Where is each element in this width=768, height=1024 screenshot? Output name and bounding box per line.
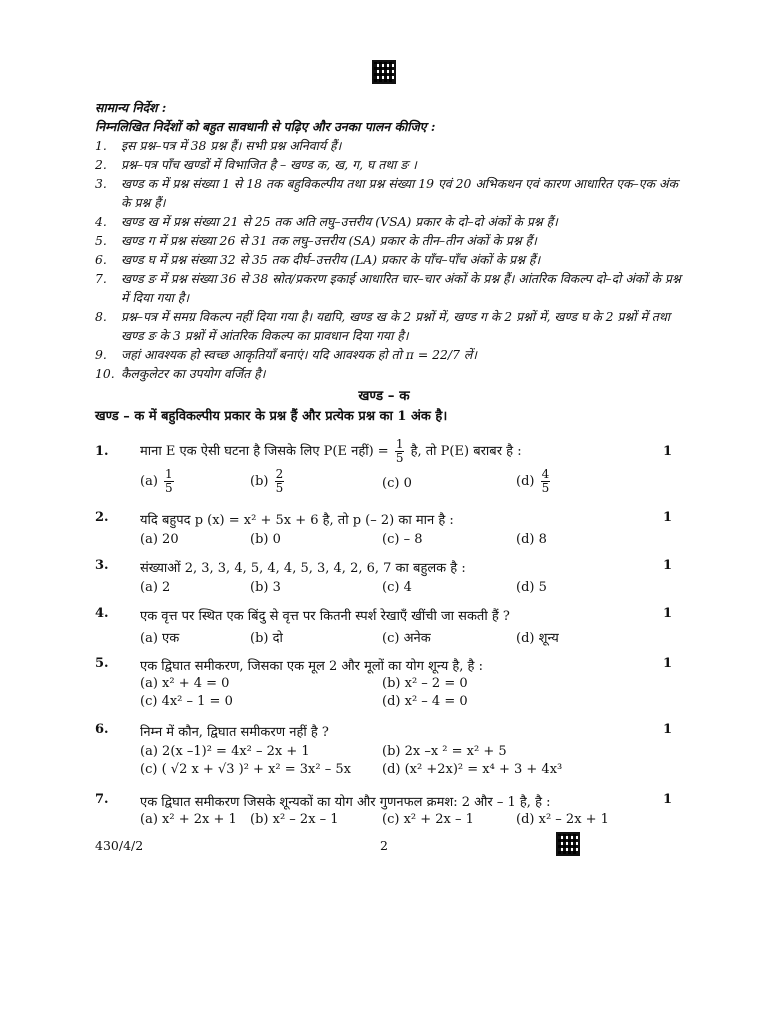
instruction-text: खण्ड घ में प्रश्न संख्या 32 से 35 तक दीर्घ–उत्तरीय (LA) प्रकार के पाँच–पाँच अंकों के प्रश्न हैं। [121,252,541,267]
option-label: (c) [382,476,400,491]
option-label: (d) [516,631,535,646]
question-number: 1. [95,444,109,459]
instruction-text: खण्ड ग में प्रश्न संख्या 26 से 31 तक लघु–उत्तरीय (SA) प्रकार के तीन–तीन अंकों के प्रश्न हैं। [121,233,537,248]
instruction-number: 7. [95,271,107,286]
option-text: 5 [538,580,547,595]
option-text: 2(x –1)² = 4x² – 2x + 1 [162,744,310,759]
question-4 [95,606,680,646]
option-text: एक [162,631,180,646]
instruction-number: 5. [95,233,107,248]
page-number: 2 [380,838,388,853]
option-c[interactable] [140,694,233,709]
question-number: 3. [95,558,109,573]
option-text: 2x –x ² = x² + 5 [404,744,507,759]
option-text: x² – 2x – 1 [272,812,339,827]
option-label: (d) [516,580,535,595]
option-d[interactable] [516,812,609,827]
question-text: एक वृत्त पर स्थित एक बिंदु से वृत्त पर कितनी स्पर्श रेखाएँ खींची जा सकती हैं ? [140,609,510,624]
instruction-text: कैलकुलेटर का उपयोग वर्जित है। [121,366,266,381]
instructions-heading: सामान्य निर्देश : [95,100,167,115]
question-text [140,438,640,465]
question-1 [95,437,680,504]
option-d[interactable] [382,694,468,709]
section-title: खण्ड – क [358,388,410,404]
qr-code-icon [372,60,396,84]
option-text: 0 [272,532,281,547]
instruction-number: 6. [95,252,107,267]
option-text: अनेक [403,631,431,646]
instruction-item [95,269,685,307]
option-label: (d) [382,762,401,777]
question-text: यदि बहुपद p (x) = x² + 5x + 6 है, तो p (– 2) का मान है : [140,513,454,528]
section-note: खण्ड – क में बहुविकल्पीय प्रकार के प्रश्न हैं और प्रत्येक प्रश्न का 1 अंक है। [95,409,448,424]
option-c[interactable] [140,762,351,777]
instruction-item [95,307,685,345]
option-text: 4x² – 1 = 0 [161,694,233,709]
option-text: – 8 [403,532,423,547]
question-6 [95,722,680,782]
instruction-text: खण्ड क में प्रश्न संख्या 1 से 18 तक बहुविकल्पीय तथा प्रश्न संख्या 19 एवं 20 अभिकथन एवं कारण आधारित एक–एक अंक के प्रश्न हैं। [121,176,678,210]
instruction-item [95,136,685,155]
paper-code: 430/4/2 [95,838,144,853]
option-b[interactable] [382,744,507,759]
question-number: 2. [95,510,109,525]
option-label: (b) [250,812,269,827]
option-d[interactable] [516,628,559,646]
instruction-item [95,250,685,269]
option-label: (b) [250,580,269,595]
instruction-text: खण्ड ख में प्रश्न संख्या 21 से 25 तक अति लघु–उत्तरीय (VSA) प्रकार के दो–दो अंकों के प्रश्न हैं। [121,214,558,229]
option-label: (c) [382,631,400,646]
option-b[interactable] [250,628,283,646]
fraction [541,468,551,495]
option-text: 0 [403,476,412,491]
option-d[interactable] [382,762,562,777]
option-label: (a) [140,532,158,547]
option-text: 2 [162,580,171,595]
option-label: (b) [250,631,269,646]
option-label: (c) [382,532,400,547]
question-3 [95,558,680,598]
option-a[interactable] [140,468,176,495]
instruction-text: प्रश्न–पत्र में समग्र विकल्प नहीं दिया गया है। यद्यपि, खण्ड ख के 2 प्रश्नों में, खण्ड ग के 2 प्रश्नों में, खण्ड घ के 2 प्रश्नों में तथा खण्ड ङ के 3 प्रश्नों में आंतरिक विकल्प का प्रावधान दिया गया है। [121,309,670,343]
option-label: (b) [382,676,401,691]
instructions-list [95,136,685,383]
option-text: दो [272,631,283,646]
instruction-number: 8. [95,309,107,324]
question-text: निम्न में कौन, द्विघात समीकरण नहीं है ? [140,725,329,740]
option-label: (a) [140,744,158,759]
option-label: (c) [140,762,158,777]
fraction-numerator: 1 [165,467,173,481]
option-text: x² + 4 = 0 [162,676,230,691]
option-a[interactable] [140,744,310,759]
option-a[interactable] [140,628,179,646]
option-label: (a) [140,631,158,646]
option-a[interactable] [140,676,229,691]
instruction-number: 1. [95,138,107,153]
option-c[interactable] [382,580,412,595]
option-label: (d) [516,532,535,547]
question-2 [95,510,680,550]
option-d[interactable] [516,580,547,595]
qr-code-icon [556,832,580,856]
option-label: (a) [140,474,158,489]
instruction-item [95,345,685,364]
option-d[interactable] [516,468,552,495]
instruction-number: 3. [95,176,107,191]
instruction-number: 4. [95,214,107,229]
question-number: 6. [95,722,109,737]
option-label: (a) [140,676,158,691]
fraction [395,438,405,465]
fraction-denominator: 5 [541,481,550,495]
option-text: x² + 2x + 1 [162,812,237,827]
option-text: 3 [272,580,281,595]
question-text-part: माना E एक ऐसी घटना है जिसके लिए P(E नहीं) = [140,444,389,459]
question-text: संख्याओं 2, 3, 3, 4, 5, 4, 4, 5, 3, 4, 2, 6, 7 का बहुलक है : [140,561,466,576]
option-label: (a) [140,580,158,595]
option-text: 4 [403,580,412,595]
option-d[interactable] [516,532,547,547]
fraction-denominator: 5 [275,481,284,495]
general-instructions [95,98,685,383]
question-number: 4. [95,606,109,621]
option-text: 8 [538,532,547,547]
option-c[interactable] [382,476,412,491]
option-b[interactable] [250,532,281,547]
option-label: (c) [382,580,400,595]
instruction-number: 9. [95,347,107,362]
question-number: 7. [95,792,109,807]
option-c[interactable] [382,628,431,646]
question-5 [95,656,680,716]
marks: 1 [662,606,672,621]
marks: 1 [662,444,672,459]
instruction-item [95,174,685,212]
marks: 1 [662,510,672,525]
option-a[interactable] [140,580,170,595]
instruction-number: 10. [95,366,115,381]
instruction-item [95,212,685,231]
instruction-number: 2. [95,157,107,172]
option-text: x² + 2x – 1 [403,812,474,827]
option-text: शून्य [538,631,559,646]
option-label: (c) [382,812,400,827]
marks: 1 [662,792,672,807]
question-7 [95,792,680,832]
option-b[interactable] [250,468,286,495]
instruction-item [95,364,685,383]
option-label: (b) [250,474,269,489]
option-label: (d) [516,474,535,489]
option-label: (b) [250,532,269,547]
option-a[interactable] [140,812,237,827]
option-text: ( √2 x + √3 )² + x² = 3x² – 5x [161,762,351,777]
option-label: (d) [382,694,401,709]
option-text: 20 [162,532,179,547]
question-text: एक द्विघात समीकरण जिसके शून्यकों का योग और गुणनफल क्रमश: 2 और – 1 है, है : [140,795,551,810]
fraction [275,468,285,495]
fraction-numerator: 1 [395,437,404,451]
option-text: x² – 2x + 1 [538,812,609,827]
option-a[interactable] [140,532,179,547]
fraction-denominator: 5 [165,481,173,495]
instruction-text: जहां आवश्यक हो स्वच्छ आकृतियाँ बनाएं। यदि आवश्यक हो तो π = 22/7 लें। [121,347,478,362]
option-label: (b) [382,744,401,759]
instruction-item [95,155,685,174]
option-text: (x² +2x)² = x⁴ + 3 + 4x³ [404,762,563,777]
option-label: (d) [516,812,535,827]
option-c[interactable] [382,532,422,547]
fraction-numerator: 4 [541,467,550,481]
marks: 1 [662,558,672,573]
instruction-item [95,231,685,250]
instruction-text: प्रश्न–पत्र पाँच खण्डों में विभाजित है – खण्ड क, ख, ग, घ तथा ङ । [121,157,417,172]
instruction-text: इस प्रश्न–पत्र में 38 प्रश्न हैं। सभी प्रश्न अनिवार्य हैं। [121,138,342,153]
option-text: x² – 4 = 0 [404,694,468,709]
marks: 1 [662,722,672,737]
instruction-text: खण्ड ङ में प्रश्न संख्या 36 से 38 स्रोत/प्रकरण इकाई आधारित चार–चार अंकों के प्रश्न हैं। आंतरिक विकल्प दो–दो अंकों के प्रश्न में दिया गया है। [121,271,681,305]
option-c[interactable] [382,812,474,827]
option-b[interactable] [250,812,339,827]
option-label: (a) [140,812,158,827]
question-text-part: है, तो P(E) बराबर है : [406,444,522,459]
option-b[interactable] [250,580,281,595]
fraction [164,468,174,495]
option-text: x² – 2 = 0 [404,676,468,691]
marks: 1 [662,656,672,671]
option-b[interactable] [382,676,468,691]
instructions-subheading: निम्नलिखित निर्देशों को बहुत सावधानी से पढ़िए और उनका पालन कीजिए : [95,119,436,134]
fraction-numerator: 2 [275,467,284,481]
option-label: (c) [140,694,158,709]
fraction-denominator: 5 [395,451,404,465]
question-text: एक द्विघात समीकरण, जिसका एक मूल 2 और मूलों का योग शून्य है, है : [140,659,483,674]
question-number: 5. [95,656,109,671]
